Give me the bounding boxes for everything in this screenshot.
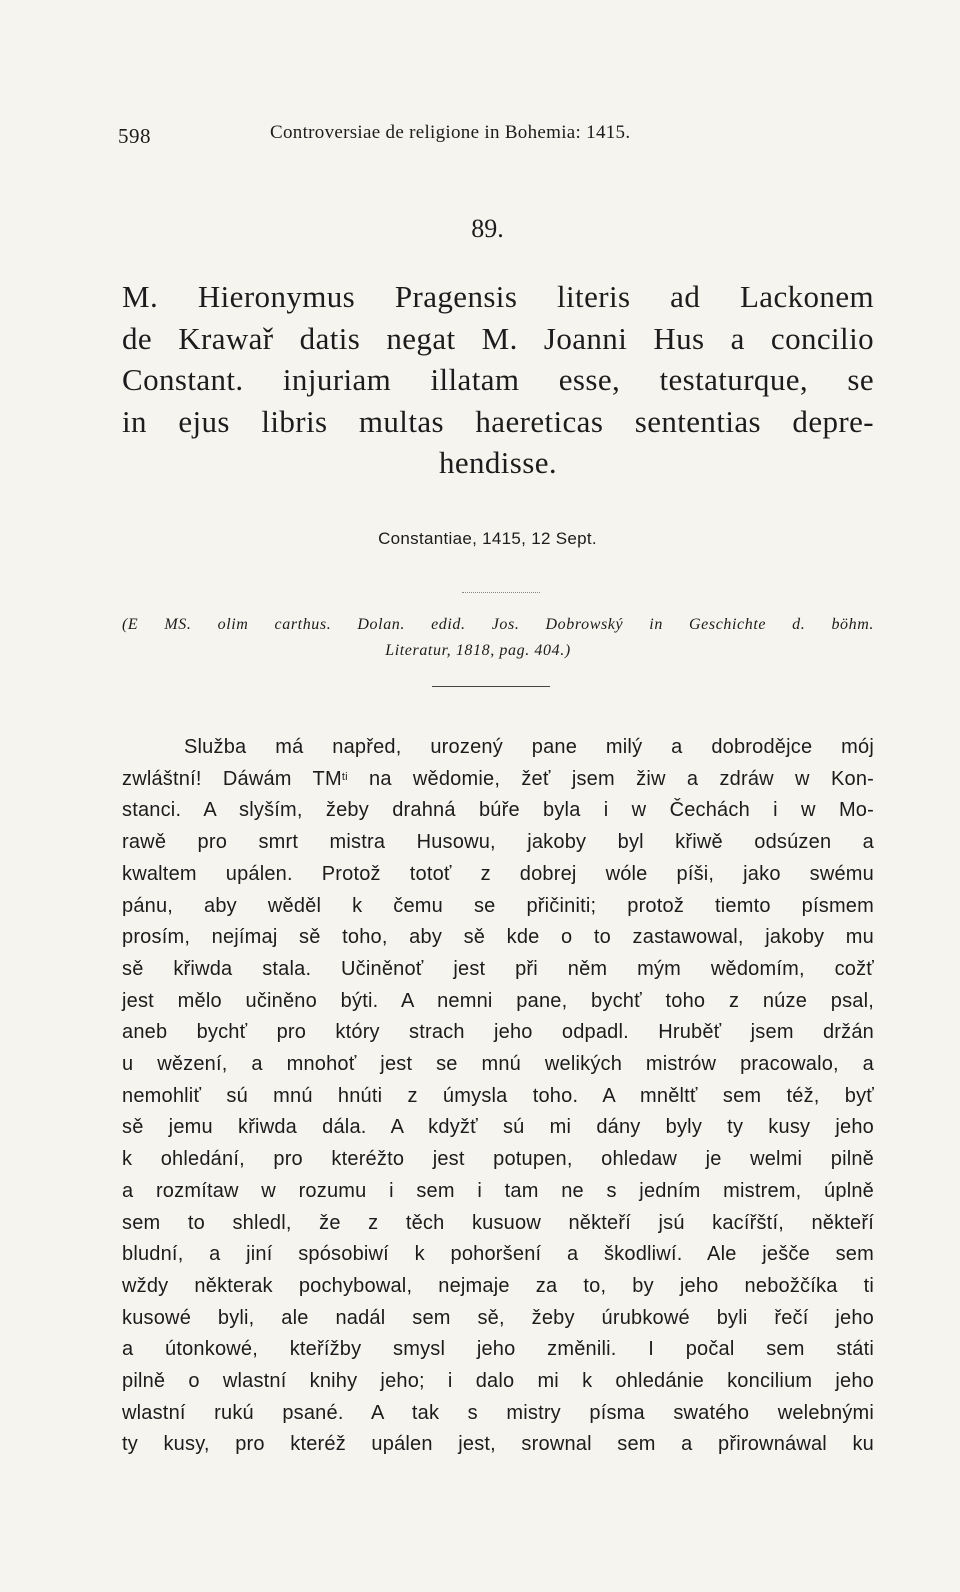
body-line: aneb bychť pro który strach jeho odpadl. Hruběť jsem držán: [122, 1021, 874, 1044]
heading-line: M. Hieronymus Pragensis literis ad Lackonem: [122, 279, 874, 314]
body-line: [122, 764, 874, 796]
body-line: wlastní rukú psané. A tak s mistry písma swatého welebnými: [122, 1401, 874, 1424]
letter-text: [122, 732, 874, 1461]
superscript: ti: [341, 770, 348, 783]
body-line: Služba má napřed, urozený pane milý a dobrodějce mój: [184, 736, 874, 758]
body-line: nemohliť sú mnú hnúti z úmysla toho. A mněltť sem též, byť: [122, 1084, 874, 1107]
heading-line: Constant. injuriam illatam esse, testaturque, se: [122, 362, 874, 397]
body-line: bludní, a jiní spósobiwí k pohoršení a škodliwí. Ale ješče sem: [122, 1243, 874, 1266]
heading-line: in ejus libris multas haereticas sententias depre-: [122, 403, 874, 439]
source-note: [122, 612, 874, 664]
divider-rule: [432, 686, 550, 687]
body-line: kusowé byli, ale nadál sem sě, žeby úrubkowé byli řečí jeho: [122, 1306, 874, 1329]
body-line: jest mělo učiněno býti. A nemni pane, bychť toho z núze psal,: [122, 989, 874, 1012]
page-number: 598: [118, 124, 151, 148]
body-line: sě křiwda stala. Učiněnoť jest při něm mým wědomím, cožť: [122, 957, 874, 980]
body-line: wždy některak pochybowal, nejmaje za to, by jeho nebožčíka ti: [122, 1274, 874, 1297]
body-line: a útonkowé, kteřížby smysl jeho změnili. I počal sem státi: [122, 1338, 874, 1361]
body-line: prosím, nejímaj sě toho, aby sě kde o to zastawowal, jakoby mu: [122, 926, 874, 949]
body-line: u wězení, a mnohoť jest se mnú welikých mistrów pracowalo, a: [122, 1053, 874, 1076]
divider-rule: [462, 592, 540, 593]
body-line: stanci. A slyším, žeby drahná búře byla i w Čechách i w Mo-: [122, 799, 874, 822]
body-line: k ohledání, pro kteréžto jest potupen, ohledaw je welmi pilně: [122, 1148, 874, 1171]
body-line: sem to shledl, že z těch kusuow někteří jsú kacířští, někteří: [122, 1211, 874, 1234]
document-heading: [122, 276, 874, 484]
place-date: Constantiae, 1415, 12 Sept.: [378, 529, 597, 548]
heading-line: hendisse.: [438, 445, 558, 480]
heading-line: de Krawař datis negat M. Joanni Hus a concilio: [122, 320, 874, 356]
source-line: Literatur, 1818, pag. 404.): [385, 642, 571, 659]
body-line-start: zwláštní! Dáwám TM: [122, 767, 342, 790]
body-line: a rozmítaw w rozumu i sem i tam ne s jedním mistrem, úplně: [122, 1179, 874, 1202]
body-line: sě jemu křiwda dála. A kdyžť sú mi dány byly ty kusy jeho: [122, 1116, 874, 1139]
body-line: kwaltem upálen. Protož totoť z dobrej wóle píši, jako swému: [122, 862, 874, 885]
body-line: rawě pro smrt mistra Husowu, jakoby byl křiwě odsúzen a: [122, 831, 874, 854]
source-line: (E MS. olim carthus. Dolan. edid. Jos. Dobrowský in Geschichte d. böhm.: [122, 616, 874, 633]
running-head: [118, 118, 758, 150]
document-number: 89.: [471, 214, 504, 243]
body-line: ty kusy, pro kteréž upálen jest, srownal sem a přirownáwal ku: [122, 1433, 874, 1456]
body-line-end: na wědomie, žeť jsem žiw a zdráw w Kon-: [347, 767, 874, 790]
running-title: Controversiae de religione in Bohemia: 1415.: [270, 122, 631, 143]
body-line: pilně o wlastní knihy jeho; i dalo mi k ohledánie koncilium jeho: [122, 1370, 874, 1393]
body-line: pánu, aby wěděl k čemu se přičiniti; protož tiemto písmem: [122, 894, 874, 917]
